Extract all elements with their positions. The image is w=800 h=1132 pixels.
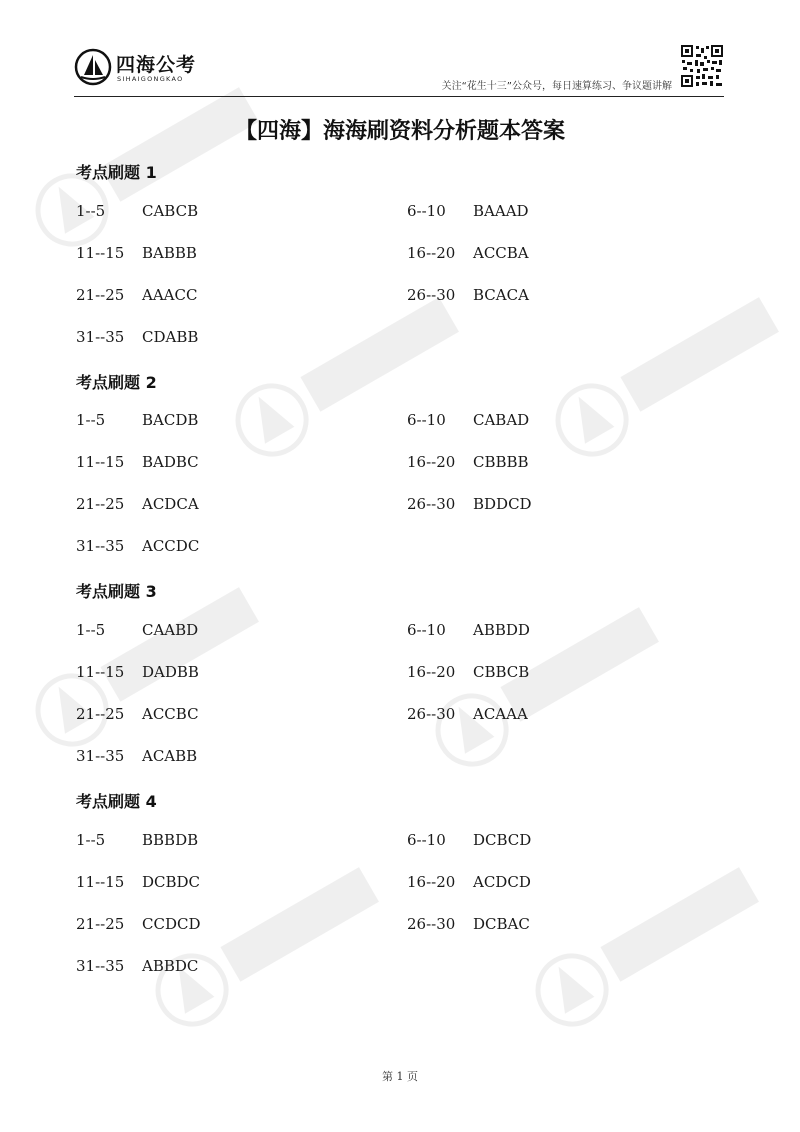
answer-range: 16--20 — [407, 453, 456, 471]
answer-key: DCBAC — [473, 915, 530, 933]
answer-key: BDDCD — [473, 495, 532, 513]
answer-key: BAAAD — [473, 202, 529, 220]
answer-range: 21--25 — [76, 286, 125, 304]
watermark-logo-icon — [515, 841, 785, 1049]
answer-range: 21--25 — [76, 495, 125, 513]
answer-row — [76, 831, 198, 849]
answer-key: DCBDC — [142, 873, 201, 891]
answer-range: 26--30 — [407, 915, 456, 933]
answer-key: ACAAA — [473, 705, 528, 723]
answer-row — [407, 286, 529, 304]
answer-range: 1--5 — [76, 411, 106, 429]
answer-range: 21--25 — [76, 915, 125, 933]
answer-row — [76, 286, 197, 304]
answer-key: CABAD — [473, 411, 530, 429]
answer-row — [407, 663, 529, 681]
answer-row — [76, 411, 198, 429]
answer-key: ACDCD — [473, 873, 531, 891]
page-title: 【四海】海海刷资料分析题本答案 — [234, 119, 565, 144]
answer-key: BCACA — [473, 286, 529, 304]
answer-key: ACCDC — [142, 537, 200, 555]
answer-range: 11--15 — [76, 244, 125, 262]
answer-row — [407, 453, 529, 471]
logo-text: 四海公考 — [116, 54, 197, 76]
answer-key: BABBB — [142, 244, 197, 262]
answer-range: 21--25 — [76, 705, 125, 723]
answer-range: 11--15 — [76, 663, 125, 681]
answer-range: 11--15 — [76, 873, 125, 891]
answer-range: 16--20 — [407, 873, 456, 891]
answer-row — [76, 537, 199, 555]
page-number: 第 1 页 — [382, 1070, 418, 1083]
answer-row — [76, 621, 198, 639]
answer-range: 1--5 — [76, 202, 106, 220]
answer-key: BBBDB — [142, 831, 199, 849]
section-heading: 考点刷题 3 — [76, 582, 157, 601]
section-heading: 考点刷题 2 — [76, 373, 157, 392]
answer-row — [407, 495, 532, 513]
answer-key: CABCB — [142, 202, 199, 220]
answer-range: 31--35 — [76, 537, 125, 555]
answer-row — [407, 202, 529, 220]
answer-row — [76, 202, 198, 220]
answer-key: CBBCB — [473, 663, 530, 681]
answer-key: ABBDC — [142, 957, 199, 975]
page-header — [74, 40, 724, 98]
answer-key: BACDB — [142, 411, 199, 429]
answer-row — [76, 747, 197, 765]
answer-range: 26--30 — [407, 705, 456, 723]
answer-range: 6--10 — [407, 831, 446, 849]
answer-row — [76, 957, 198, 975]
answer-key: BADBC — [142, 453, 199, 471]
answer-key: ACCBA — [473, 244, 529, 262]
section-heading: 考点刷题 1 — [76, 163, 157, 182]
brand-logo — [74, 48, 214, 88]
answer-row — [76, 663, 199, 681]
answer-key: ACDCA — [142, 495, 199, 513]
watermark-logo-icon — [415, 581, 685, 789]
answer-row — [407, 705, 528, 723]
header-slogan: 关注“花生十三”公众号，每日速算练习、争议题讲解 — [441, 81, 672, 92]
answer-range: 6--10 — [407, 621, 446, 639]
answer-row — [76, 873, 200, 891]
answer-row — [76, 495, 199, 513]
answer-key: ACABB — [142, 747, 198, 765]
section-heading: 考点刷题 4 — [76, 792, 157, 811]
qr-code-icon — [680, 44, 724, 88]
answer-key: ABBDD — [473, 621, 530, 639]
answer-range: 1--5 — [76, 831, 106, 849]
answer-key: ACCBC — [142, 705, 199, 723]
answer-row — [407, 411, 529, 429]
answer-key: CAABD — [142, 621, 199, 639]
answer-range: 26--30 — [407, 286, 456, 304]
answer-row — [76, 453, 199, 471]
answer-row — [407, 915, 530, 933]
answer-row — [407, 244, 529, 262]
answer-row — [76, 244, 197, 262]
answer-range: 16--20 — [407, 663, 456, 681]
answer-key: CBBBB — [473, 453, 529, 471]
answer-row — [76, 705, 199, 723]
answer-range: 31--35 — [76, 957, 125, 975]
answer-range: 11--15 — [76, 453, 125, 471]
answer-row — [407, 831, 531, 849]
answer-key: CDABB — [142, 328, 199, 346]
answer-key: CCDCD — [142, 915, 201, 933]
answer-range: 31--35 — [76, 747, 125, 765]
logo-subtext: SIHAIGONGKAO — [117, 75, 184, 83]
answer-key: DCBCD — [473, 831, 532, 849]
answer-row — [76, 915, 200, 933]
sailboat-logo-icon — [74, 48, 112, 86]
answer-key: DADBB — [142, 663, 199, 681]
answer-range: 26--30 — [407, 495, 456, 513]
answer-range: 6--10 — [407, 411, 446, 429]
answer-range: 16--20 — [407, 244, 456, 262]
answer-range: 31--35 — [76, 328, 125, 346]
answer-key: AAACC — [142, 286, 198, 304]
watermark-logo-icon — [535, 271, 800, 479]
header-divider — [74, 96, 724, 97]
answer-range: 6--10 — [407, 202, 446, 220]
answer-range: 1--5 — [76, 621, 106, 639]
answer-row — [407, 621, 530, 639]
answer-row — [407, 873, 531, 891]
answer-row — [76, 328, 198, 346]
